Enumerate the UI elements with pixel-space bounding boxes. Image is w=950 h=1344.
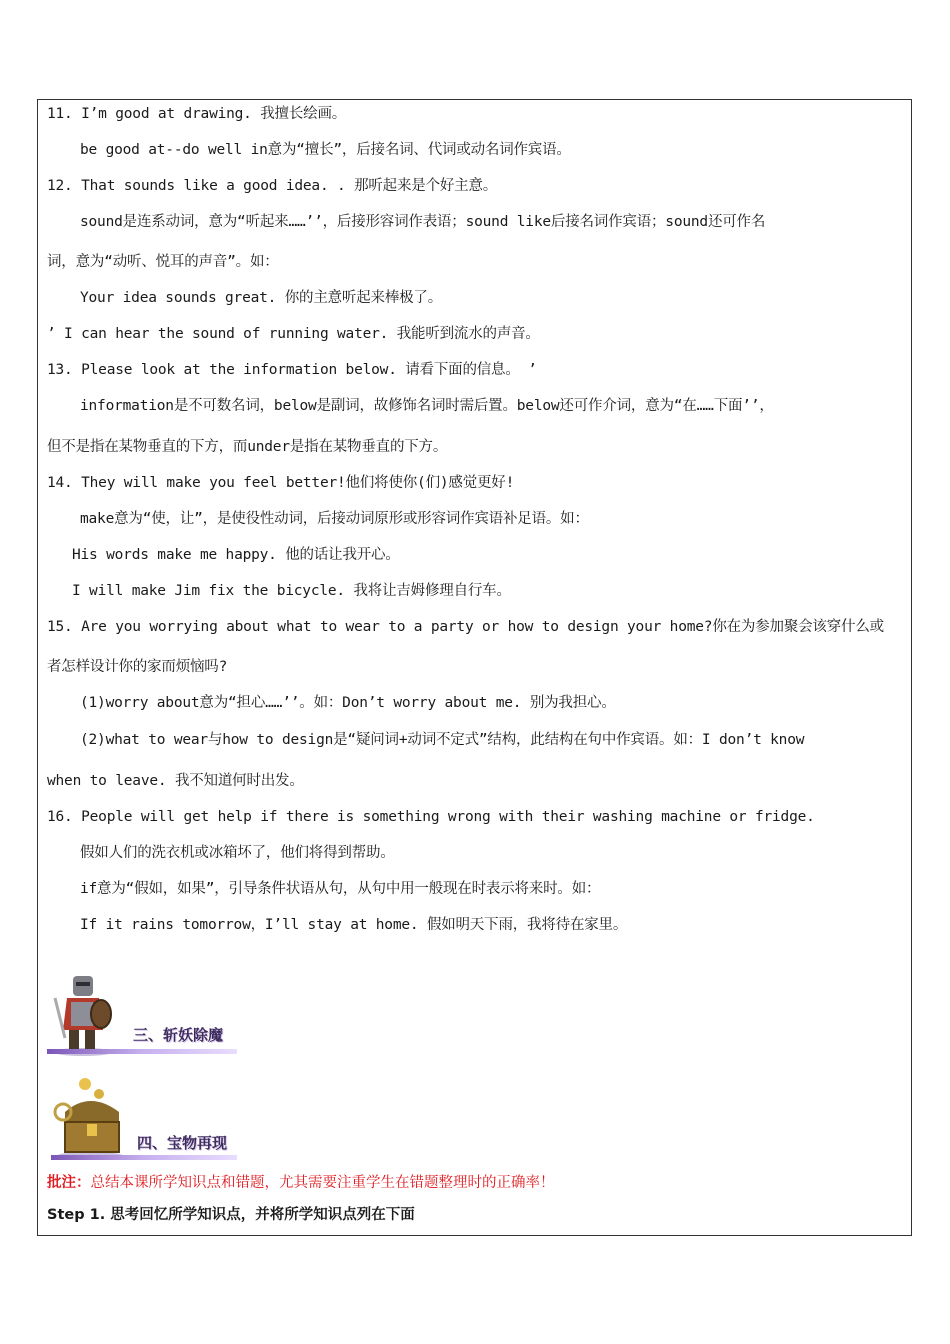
item-12-explanation-2: 词，意为“动听、悦耳的声音”。如： [47, 254, 279, 270]
section-4-title: 四、宝物再现 [137, 1134, 228, 1152]
item-13-sentence: 13. Please look at the information below. 请看下面的信息。 ’ [47, 362, 537, 378]
item-12-explanation-1: sound是连系动词，意为“听起来……’’，后接形容词作表语；sound like后接名词作宾语；sound还可作名 [80, 214, 766, 230]
item-15-sentence-2: 者怎样设计你的家而烦恼吗? [47, 659, 228, 675]
item-13-explanation-2: 但不是指在某物垂直的下方，而under是指在某物垂直的下方。 [47, 439, 448, 455]
section-3-title: 三、斩妖除魔 [133, 1026, 224, 1044]
item-15-sentence-1: 15. Are you worrying about what to wear to a party or how to design your home?你在为参加聚会该穿什么或 [47, 619, 884, 635]
item-14-example-1: His words make me happy. 他的话让我开心。 [72, 547, 400, 563]
item-12-example-1: Your idea sounds great. 你的主意听起来棒极了。 [80, 290, 443, 306]
item-12-sentence: 12. That sounds like a good idea. . 那听起来是个好主意。 [47, 178, 498, 194]
item-16-explanation: if意为“假如，如果”，引导条件状语从句，从句中用一般现在时表示将来时。如： [80, 881, 601, 897]
section-3-banner [45, 968, 245, 1058]
teacher-note [47, 1171, 555, 1192]
item-14-sentence: 14. They will make you feel better!他们将使你(们)感觉更好! [47, 475, 515, 491]
item-13-explanation-1: information是不可数名词，below是副词，故修饰名词时需后置。below还可作介词，意为“在……下面’’， [80, 398, 774, 414]
knight-icon [45, 968, 125, 1058]
item-14-explanation: make意为“使，让”，是使役性动词，后接动词原形或形容词作宾语补足语。如： [80, 511, 589, 527]
item-12-example-2: ’ I can hear the sound of running water. 我能听到流水的声音。 [47, 326, 540, 342]
item-16-translation: 假如人们的洗衣机或冰箱坏了，他们将得到帮助。 [80, 845, 395, 861]
item-16-sentence: 16. People will get help if there is something wrong with their washing machine or fridge. [47, 809, 815, 825]
item-15-note-2: (2)what to wear与how to design是“疑问词+动词不定式”结构，此结构在句中作宾语。如：I don’t know [80, 732, 805, 748]
item-15-note-1: (1)worry about意为“担心……’’。如：Don’t worry about me. 别为我担心。 [80, 695, 616, 711]
teacher-note-text: 总结本课所学知识点和错题，尤其需要注重学生在错题整理时的正确率！ [90, 1175, 555, 1191]
item-16-example: If it rains tomorrow，I’ll stay at home. 假如明天下雨，我将待在家里。 [80, 917, 628, 933]
teacher-note-label: 批注： [47, 1175, 91, 1191]
section-4-banner [45, 1072, 245, 1162]
item-11-sentence: 11. I’m good at drawing. 我擅长绘画。 [47, 106, 347, 122]
item-11-explanation: be good at--do well in意为“擅长”，后接名词、代词或动名词作宾语。 [80, 142, 571, 158]
item-15-note-3: when to leave. 我不知道何时出发。 [47, 773, 304, 789]
section-4-underline [51, 1155, 237, 1160]
section-3-underline [47, 1049, 237, 1054]
step-1-instruction: Step 1. 思考回忆所学知识点，并将所学知识点列在下面 [47, 1207, 415, 1223]
treasure-chest-icon [45, 1072, 135, 1162]
item-14-example-2: I will make Jim fix the bicycle. 我将让吉姆修理自行车。 [72, 583, 511, 599]
